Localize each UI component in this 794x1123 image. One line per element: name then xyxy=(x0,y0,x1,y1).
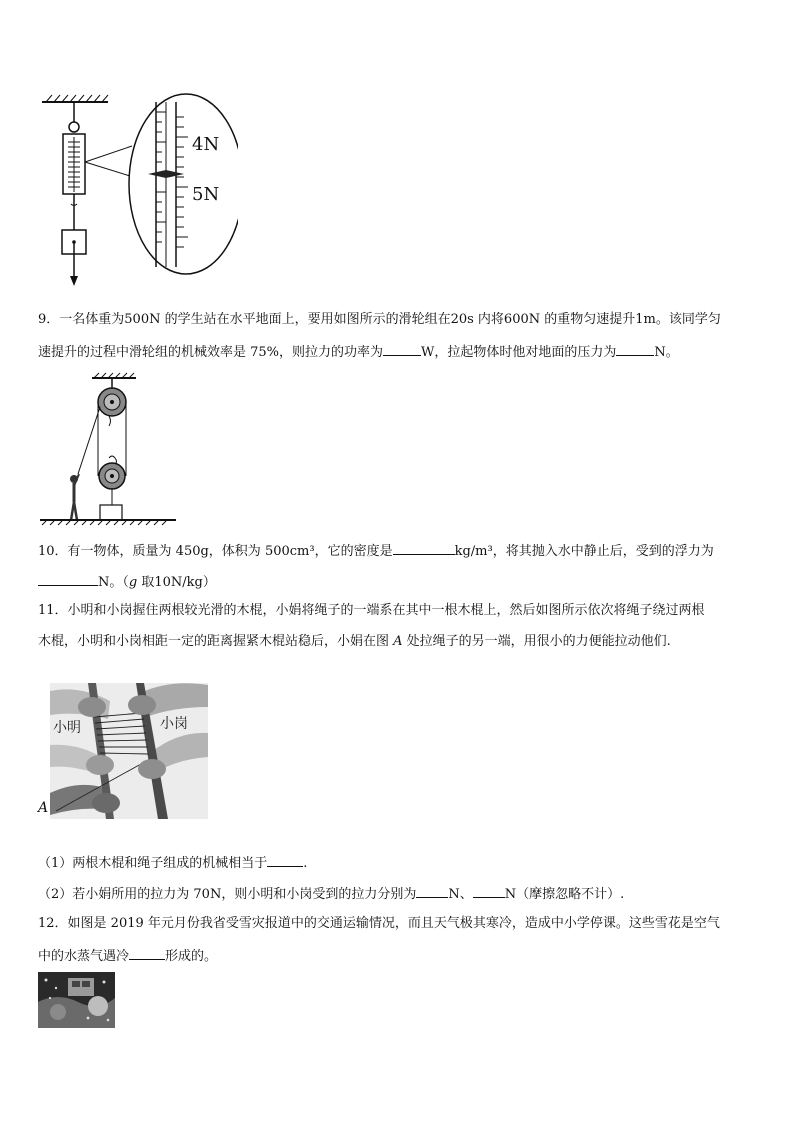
q11-sub2-text-c: N（摩擦忽略不计）. xyxy=(504,887,625,902)
q11-line2 xyxy=(38,632,671,652)
q11-blank-force-xiaogang[interactable] xyxy=(473,883,505,898)
q10-text-1a: 10．有一物体，质量为 450g，体积为 500cm³，它的密度是 xyxy=(38,544,393,559)
q9-blank-pressure[interactable] xyxy=(616,341,654,356)
scale-label-top: 4N xyxy=(192,134,220,155)
q11-text-2a: 木棍，小明和小岗相距一定的距离握紧木棍站稳后，小娟在图 xyxy=(38,634,394,649)
q10-text-1b: kg/m³，将其抛入水中静止后，受到的浮力为 xyxy=(454,544,714,559)
q11-sub2-text-b: N、 xyxy=(448,887,473,902)
snow-traffic-photo xyxy=(38,972,115,1028)
q10-blank-density[interactable] xyxy=(393,540,455,555)
q11-sub1-text-a: （1）两根木棍和绳子组成的机械相当于 xyxy=(38,856,268,871)
q11-sub1-text-b: . xyxy=(303,856,308,871)
q11-sub2 xyxy=(38,883,624,905)
q10-blank-buoyancy[interactable] xyxy=(38,571,98,586)
q11-point-a: A xyxy=(393,634,403,649)
q12-text-2a: 中的水蒸气遇冷 xyxy=(38,949,130,964)
q10-text-2b: 取10N/kg） xyxy=(137,575,216,590)
q10-line2 xyxy=(38,571,216,593)
q9-text-2b: W，拉起物体时他对地面的压力为 xyxy=(421,345,617,360)
q12-line2 xyxy=(38,945,217,967)
q11-line1 xyxy=(38,601,705,621)
label-xiaogang: 小岗 xyxy=(160,713,188,733)
q9-line1 xyxy=(38,310,721,330)
q11-blank-machine[interactable] xyxy=(267,852,303,867)
q12-text-2b: 形成的。 xyxy=(165,949,218,964)
sticks-rope-photo xyxy=(50,683,208,819)
label-point-a: A xyxy=(38,800,49,816)
spring-scale-figure xyxy=(38,92,238,292)
pulley-figure xyxy=(38,372,178,527)
q9-blank-power[interactable] xyxy=(383,341,421,356)
q9-text-2a: 速提升的过程中滑轮组的机械效率是 75%，则拉力的功率为 xyxy=(38,345,384,360)
scale-label-bottom: 5N xyxy=(192,184,220,205)
q12-text-1: 12．如图是 2019 年元月份我省受雪灾报道中的交通运输情况，而且天气极其寒冷，造成中小学停课。这些雪花是空气 xyxy=(38,916,720,931)
q12-line1 xyxy=(38,914,720,934)
q10-line1 xyxy=(38,540,714,562)
q9-line2 xyxy=(38,341,679,363)
q11-text-1: 11．小明和小岗握住两根较光滑的木棍，小娟将绳子的一端系在其中一根木棍上，然后如图所示依次将绳子绕过两根 xyxy=(38,603,705,618)
q11-text-2b: 处拉绳子的另一端，用很小的力便能拉动他们. xyxy=(402,634,671,649)
label-xiaoming: 小明 xyxy=(53,717,81,737)
q10-text-2a: N。（ xyxy=(98,575,129,590)
q12-blank-phase-change[interactable] xyxy=(129,945,165,960)
q11-blank-force-xiaoming[interactable] xyxy=(416,883,448,898)
q11-sub2-text-a: （2）若小娟所用的拉力为 70N，则小明和小岗受到的拉力分别为 xyxy=(38,887,417,902)
q9-text-2c: N。 xyxy=(654,345,679,360)
q11-sub1 xyxy=(38,852,307,874)
q9-text-1: 9．一名体重为500N 的学生站在水平地面上，要用如图所示的滑轮组在20s 内将600N 的重物匀速提升1m。该同学匀 xyxy=(38,312,721,327)
q10-g-symbol: g xyxy=(128,575,138,590)
